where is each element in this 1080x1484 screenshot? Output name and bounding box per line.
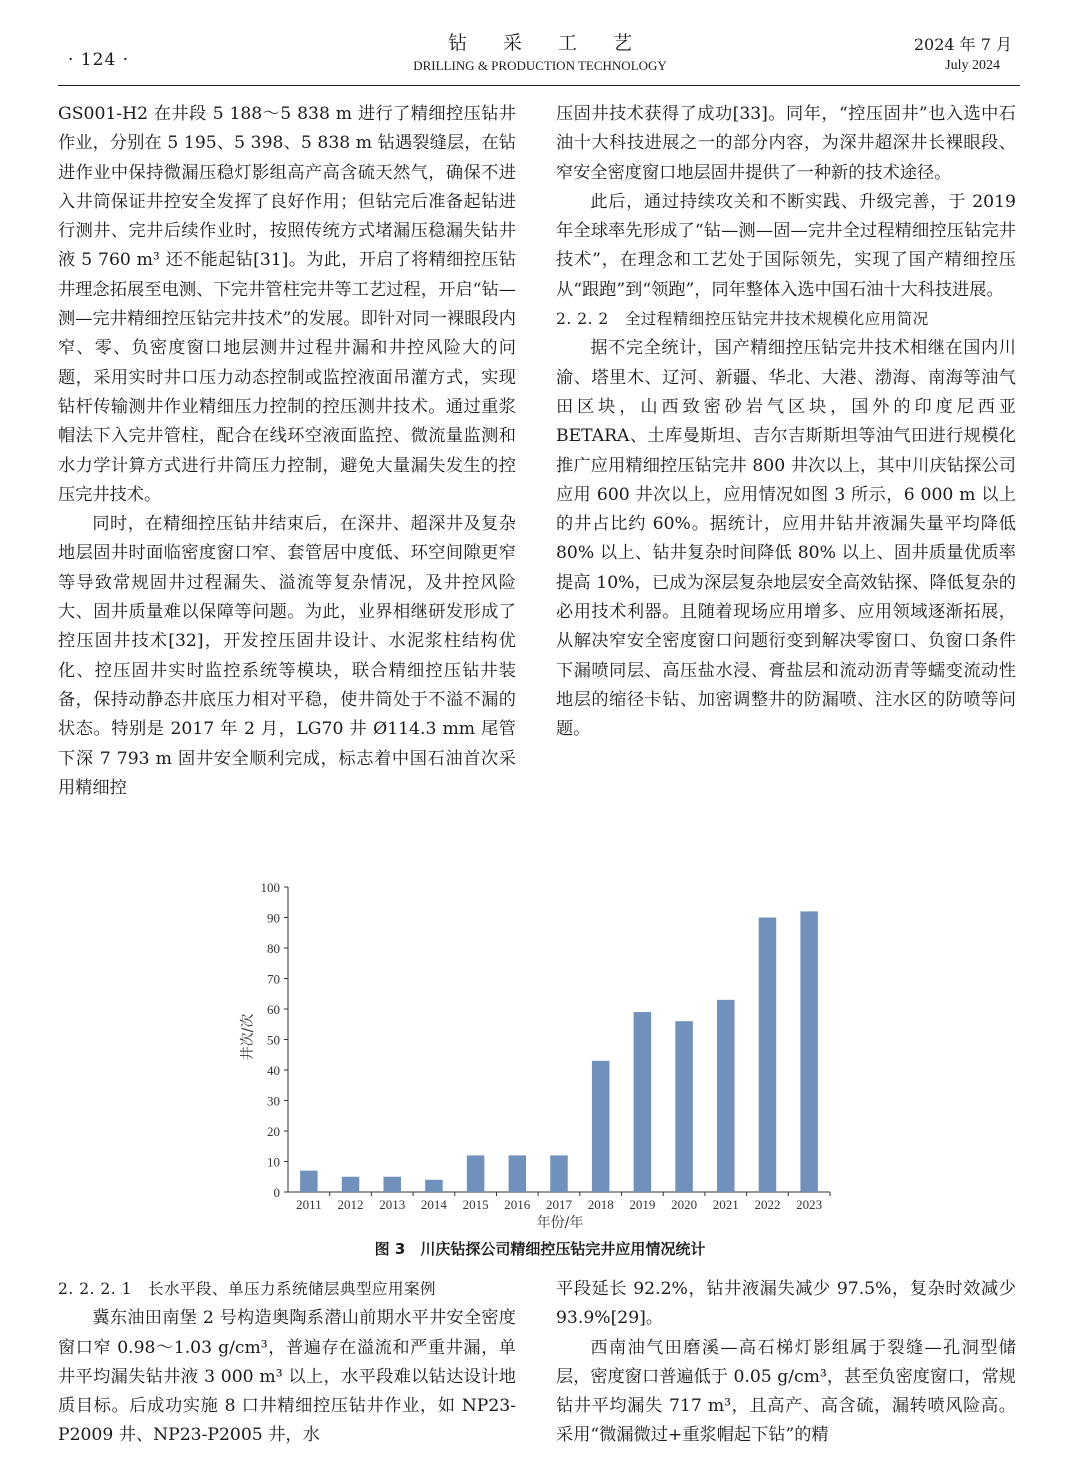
paragraph: 压固井技术获得了成功[33]。同年，“控压固井”也入选中石油十大科技进展之一的部分内容，为深井超深井长裸眼段、窄安全密度窗口地层固井提供了一种新的技术途径。: [556, 104, 1016, 183]
page-number: · 124 ·: [68, 50, 130, 70]
body-column-left-bottom: [58, 1275, 516, 1475]
y-tick-label: 90: [267, 910, 280, 926]
bar-2023: [800, 911, 818, 1192]
subsection-heading: 2. 2. 2. 1 长水平段、单压力系统储层典型应用案例: [58, 1280, 437, 1298]
body-column-right-top: [556, 100, 1016, 870]
bar-2015: [467, 1155, 485, 1192]
y-tick-label: 30: [267, 1093, 280, 1109]
x-tick-label: 2022: [754, 1197, 781, 1212]
x-tick-label: 2016: [504, 1197, 531, 1212]
x-tick-label: 2013: [379, 1197, 406, 1212]
paragraph: 平段延长 92.2%，钻井液漏失减少 97.5%，复杂时效减少 93.9%[29]。: [556, 1279, 1016, 1329]
section-heading: 2. 2. 2 全过程精细控压钻完井技术规模化应用简况: [556, 310, 929, 329]
x-tick-label: 2011: [296, 1197, 322, 1212]
paragraph: 冀东油田南堡 2 号构造奥陶系潜山前期水平井安全密度窗口窄 0.98～1.03 g/cm³，普遍存在溢流和严重井漏，单井平均漏失钻井液 3 000 m³ 以上，水平段难以钻达设计地质目标。后成功实施 8 口井精细控压钻井作业，如 NP23-P2009 井、NP23-P2005 井，水: [58, 1308, 516, 1446]
y-axis-label: 井次/次: [240, 1013, 256, 1061]
issue-date-en: July 2024: [945, 58, 1000, 73]
x-tick-label: 2019: [629, 1197, 656, 1212]
x-tick-label: 2021: [712, 1197, 739, 1212]
figure-caption: 图 3 川庆钻探公司精细控压钻完井应用情况统计: [374, 1240, 706, 1258]
x-axis-label: 年份/年: [536, 1215, 584, 1231]
bar-2013: [383, 1177, 401, 1192]
y-tick-label: 0: [273, 1185, 280, 1200]
bar-2019: [634, 1012, 652, 1192]
bar-2022: [759, 918, 777, 1193]
paragraph: 据不完全统计，国产精细控压钻完井技术相继在国内川渝、塔里木、辽河、新疆、华北、大港、渤海、南海等油气田区块，山西致密砂岩气区块，国外的印度尼西亚 BETARA、土库曼斯坦、吉尔吉斯斯坦等油气田进行规模化推广应用精细控压钻完井 800 井次以上，其中川庆钻探公司应用 600 井次以上，应用情况如图 3 所示，6 000 m 以上的井占比约 60%。据统计，应用井钻井液漏失量平均降低 80% 以上、钻井复杂时间降低 80% 以上、固井质量优质率提高 10%，已成为深层复杂地层安全高效钻探、降低复杂的必用技术利器。且随着现场应用增多、应用领域逐渐拓展，从解决窄安全密度窗口问题衍变到解决零窗口、负窗口条件下漏喷同层、高压盐水浸、膏盐层和流动沥青等蠕变流动性地层的缩径卡钻、加密调整井的防漏喷、注水区的防喷等问题。: [556, 338, 1016, 740]
y-tick-label: 40: [267, 1063, 280, 1078]
body-column-right-bottom: [556, 1275, 1016, 1475]
x-tick-label: 2012: [337, 1197, 364, 1212]
x-tick-label: 2014: [420, 1197, 447, 1212]
paragraph: 同时，在精细控压钻井结束后，在深井、超深井及复杂地层固井时面临密度窗口窄、套管居中度低、环空间隙更窄等导致常规固井过程漏失、溢流等复杂情况，及井控风险大、固井质量难以保障等问题。为此，业界相继研发形成了控压固井技术[32]，开发控压固井设计、水泥浆柱结构优化、控压固井实时监控系统等模块，联合精细控压钻井装备，保持动静态井底压力相对平稳，使井筒处于不溢不漏的状态。特别是 2017 年 2 月，LG70 井 Ø114.3 mm 尾管下深 7 793 m 固井安全顺利完成，标志着中国石油首次采用精细控: [58, 514, 516, 798]
bar-2018: [592, 1061, 610, 1192]
y-tick-label: 10: [267, 1154, 280, 1170]
y-tick-label: 70: [267, 971, 280, 987]
issue-date-cn: 2024 年 7 月: [913, 35, 1012, 54]
bar-2011: [300, 1171, 318, 1192]
x-tick-label: 2015: [462, 1197, 489, 1212]
bar-2016: [509, 1155, 527, 1192]
x-tick-label: 2017: [546, 1197, 572, 1212]
y-tick-label: 60: [267, 1002, 280, 1017]
paragraph: 西南油气田磨溪—高石梯灯影组属于裂缝—孔洞型储层，密度窗口普遍低于 0.05 g/cm³，甚至负密度窗口，常规钻井平均漏失 717 m³，且高产、高含硫，漏转喷风险高。采用“微漏微过+重浆帽起下钻”的精: [556, 1337, 1016, 1446]
bar-2012: [342, 1177, 360, 1192]
body-column-left-top: [58, 100, 516, 870]
bar-chart: [230, 875, 850, 1265]
bar-2021: [717, 1000, 735, 1192]
bar-2020: [675, 1021, 693, 1192]
bar-2017: [550, 1155, 568, 1192]
y-tick-label: 100: [260, 880, 280, 895]
y-tick-label: 20: [267, 1124, 280, 1139]
x-tick-label: 2018: [587, 1197, 614, 1212]
paragraph: GS001-H2 在井段 5 188～5 838 m 进行了精细控压钻井作业，分别在 5 195、5 398、5 838 m 钻遇裂缝层，在钻进作业中保持微漏压稳灯影组高产高含硫天然气，确保不进入井筒保证井控安全发挥了良好作用；但钻完后准备起钻进行测井、完井后续作业时，按照传统方式堵漏压稳漏失钻井液 5 760 m³ 还不能起钻[31]。为此，开启了将精细控压钻井理念拓展至电测、下完井管柱完井等工艺过程，开启“钻—测—完井精细控压钻完井技术”的发展。即针对同一裸眼段内窄、零、负密度窗口地层测井过程井漏和井控风险大的问题，采用实时井口压力动态控制或监控液面吊灌方式，实现钻杆传输测井作业精细压力控制的控压测井技术。通过重浆帽法下入完井管柱，配合在线环空液面监控、微流量监测和水力学计算方式进行井筒压力控制，避免大量漏失发生的控压完井技术。: [58, 104, 516, 505]
paragraph: 此后，通过持续攻关和不断实践、升级完善，于 2019 年全球率先形成了“钻—测—固—完井全过程精细控压钻完井技术”，在理念和工艺处于国际领先，实现了国产精细控压从“跟跑”到“领跑”，同年整体入选中国石油十大科技进展。: [556, 191, 1016, 300]
x-tick-label: 2020: [671, 1197, 698, 1212]
header-rule: [58, 85, 1020, 86]
y-tick-label: 50: [267, 1032, 280, 1048]
journal-title-en: DRILLING & PRODUCTION TECHNOLOGY: [413, 58, 667, 73]
bar-2014: [425, 1180, 443, 1192]
x-tick-label: 2023: [796, 1197, 823, 1212]
y-tick-label: 80: [267, 941, 280, 956]
page-header: [0, 0, 1080, 80]
figure-3: [230, 875, 850, 1265]
journal-title-cn: 钻采工艺: [447, 32, 668, 54]
